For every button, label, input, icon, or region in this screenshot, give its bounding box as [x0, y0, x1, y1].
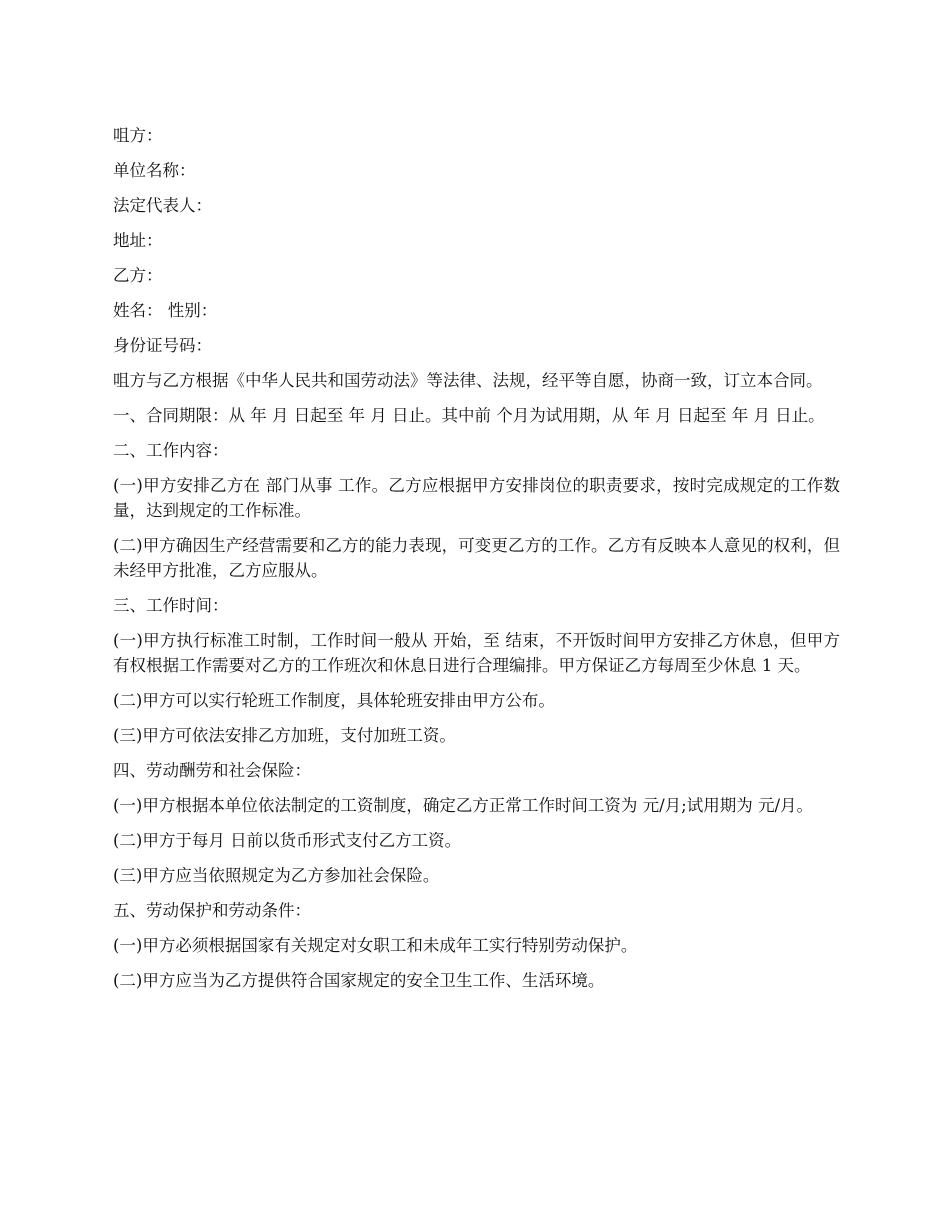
work-hours-clause-1: (一)甲方执行标准工时制，工作时间一般从 开始，至 结束，不开饭时间甲方安排乙方休息，但甲方有权根据工作需要对乙方的工作班次和休息日进行合理编排。甲方保证乙方每周至少休息 1 天。 [113, 631, 840, 675]
preamble-paragraph: 咀方与乙方根据《中华人民共和国劳动法》等法律、法规，经平等自愿，协商一致，订立本合同。 [113, 371, 823, 390]
work-hours-clause-2: (二)甲方可以实行轮班工作制度，具体轮班安排由甲方公布。 [113, 691, 555, 710]
id-number-field: 身份证号码： [113, 336, 212, 355]
name-gender-field: 姓名： 性别： [113, 301, 218, 320]
contract-term-clause: 一、合同期限：从 年 月 日起至 年 月 日止。其中前 个月为试用期，从 年 月 日起至 年 月 日止。 [113, 406, 825, 425]
document-body [113, 123, 840, 1003]
labor-protection-clause-2: (二)甲方应当为乙方提供符合国家规定的安全卫生工作、生活环境。 [113, 971, 605, 990]
address-field: 地址： [113, 231, 163, 250]
section-heading-labor-protection: 五、劳动保护和劳动条件： [113, 901, 311, 920]
pay-clause-3: (三)甲方应当依照规定为乙方参加社会保险。 [113, 866, 440, 885]
party-b-heading: 乙方： [113, 266, 163, 285]
section-heading-work-content: 二、工作内容： [113, 441, 229, 460]
work-content-clause-2: (二)甲方确因生产经营需要和乙方的能力表现，可变更乙方的工作。乙方有反映本人意见的权利，但未经甲方批准，乙方应服从。 [113, 536, 840, 580]
work-hours-clause-3: (三)甲方可依法安排乙方加班，支付加班工资。 [113, 726, 456, 745]
legal-representative-field: 法定代表人： [113, 196, 212, 215]
pay-clause-2: (二)甲方于每月 日前以货币形式支付乙方工资。 [113, 831, 462, 850]
section-heading-pay-insurance: 四、劳动酬劳和社会保险： [113, 761, 311, 780]
work-content-clause-1: (一)甲方安排乙方在 部门从事 工作。乙方应根据甲方安排岗位的职责要求，按时完成规定的工作数量，达到规定的工作标准。 [113, 476, 840, 520]
company-name-field: 单位名称： [113, 161, 196, 180]
party-a-heading: 咀方： [113, 126, 163, 145]
pay-clause-1: (一)甲方根据本单位依法制定的工资制度，确定乙方正常工作时间工资为 元/月;试用期为 元/月。 [113, 796, 814, 815]
section-heading-work-hours: 三、工作时间： [113, 596, 229, 615]
labor-protection-clause-1: (一)甲方必须根据国家有关规定对女职工和未成年工实行特别劳动保护。 [113, 936, 638, 955]
